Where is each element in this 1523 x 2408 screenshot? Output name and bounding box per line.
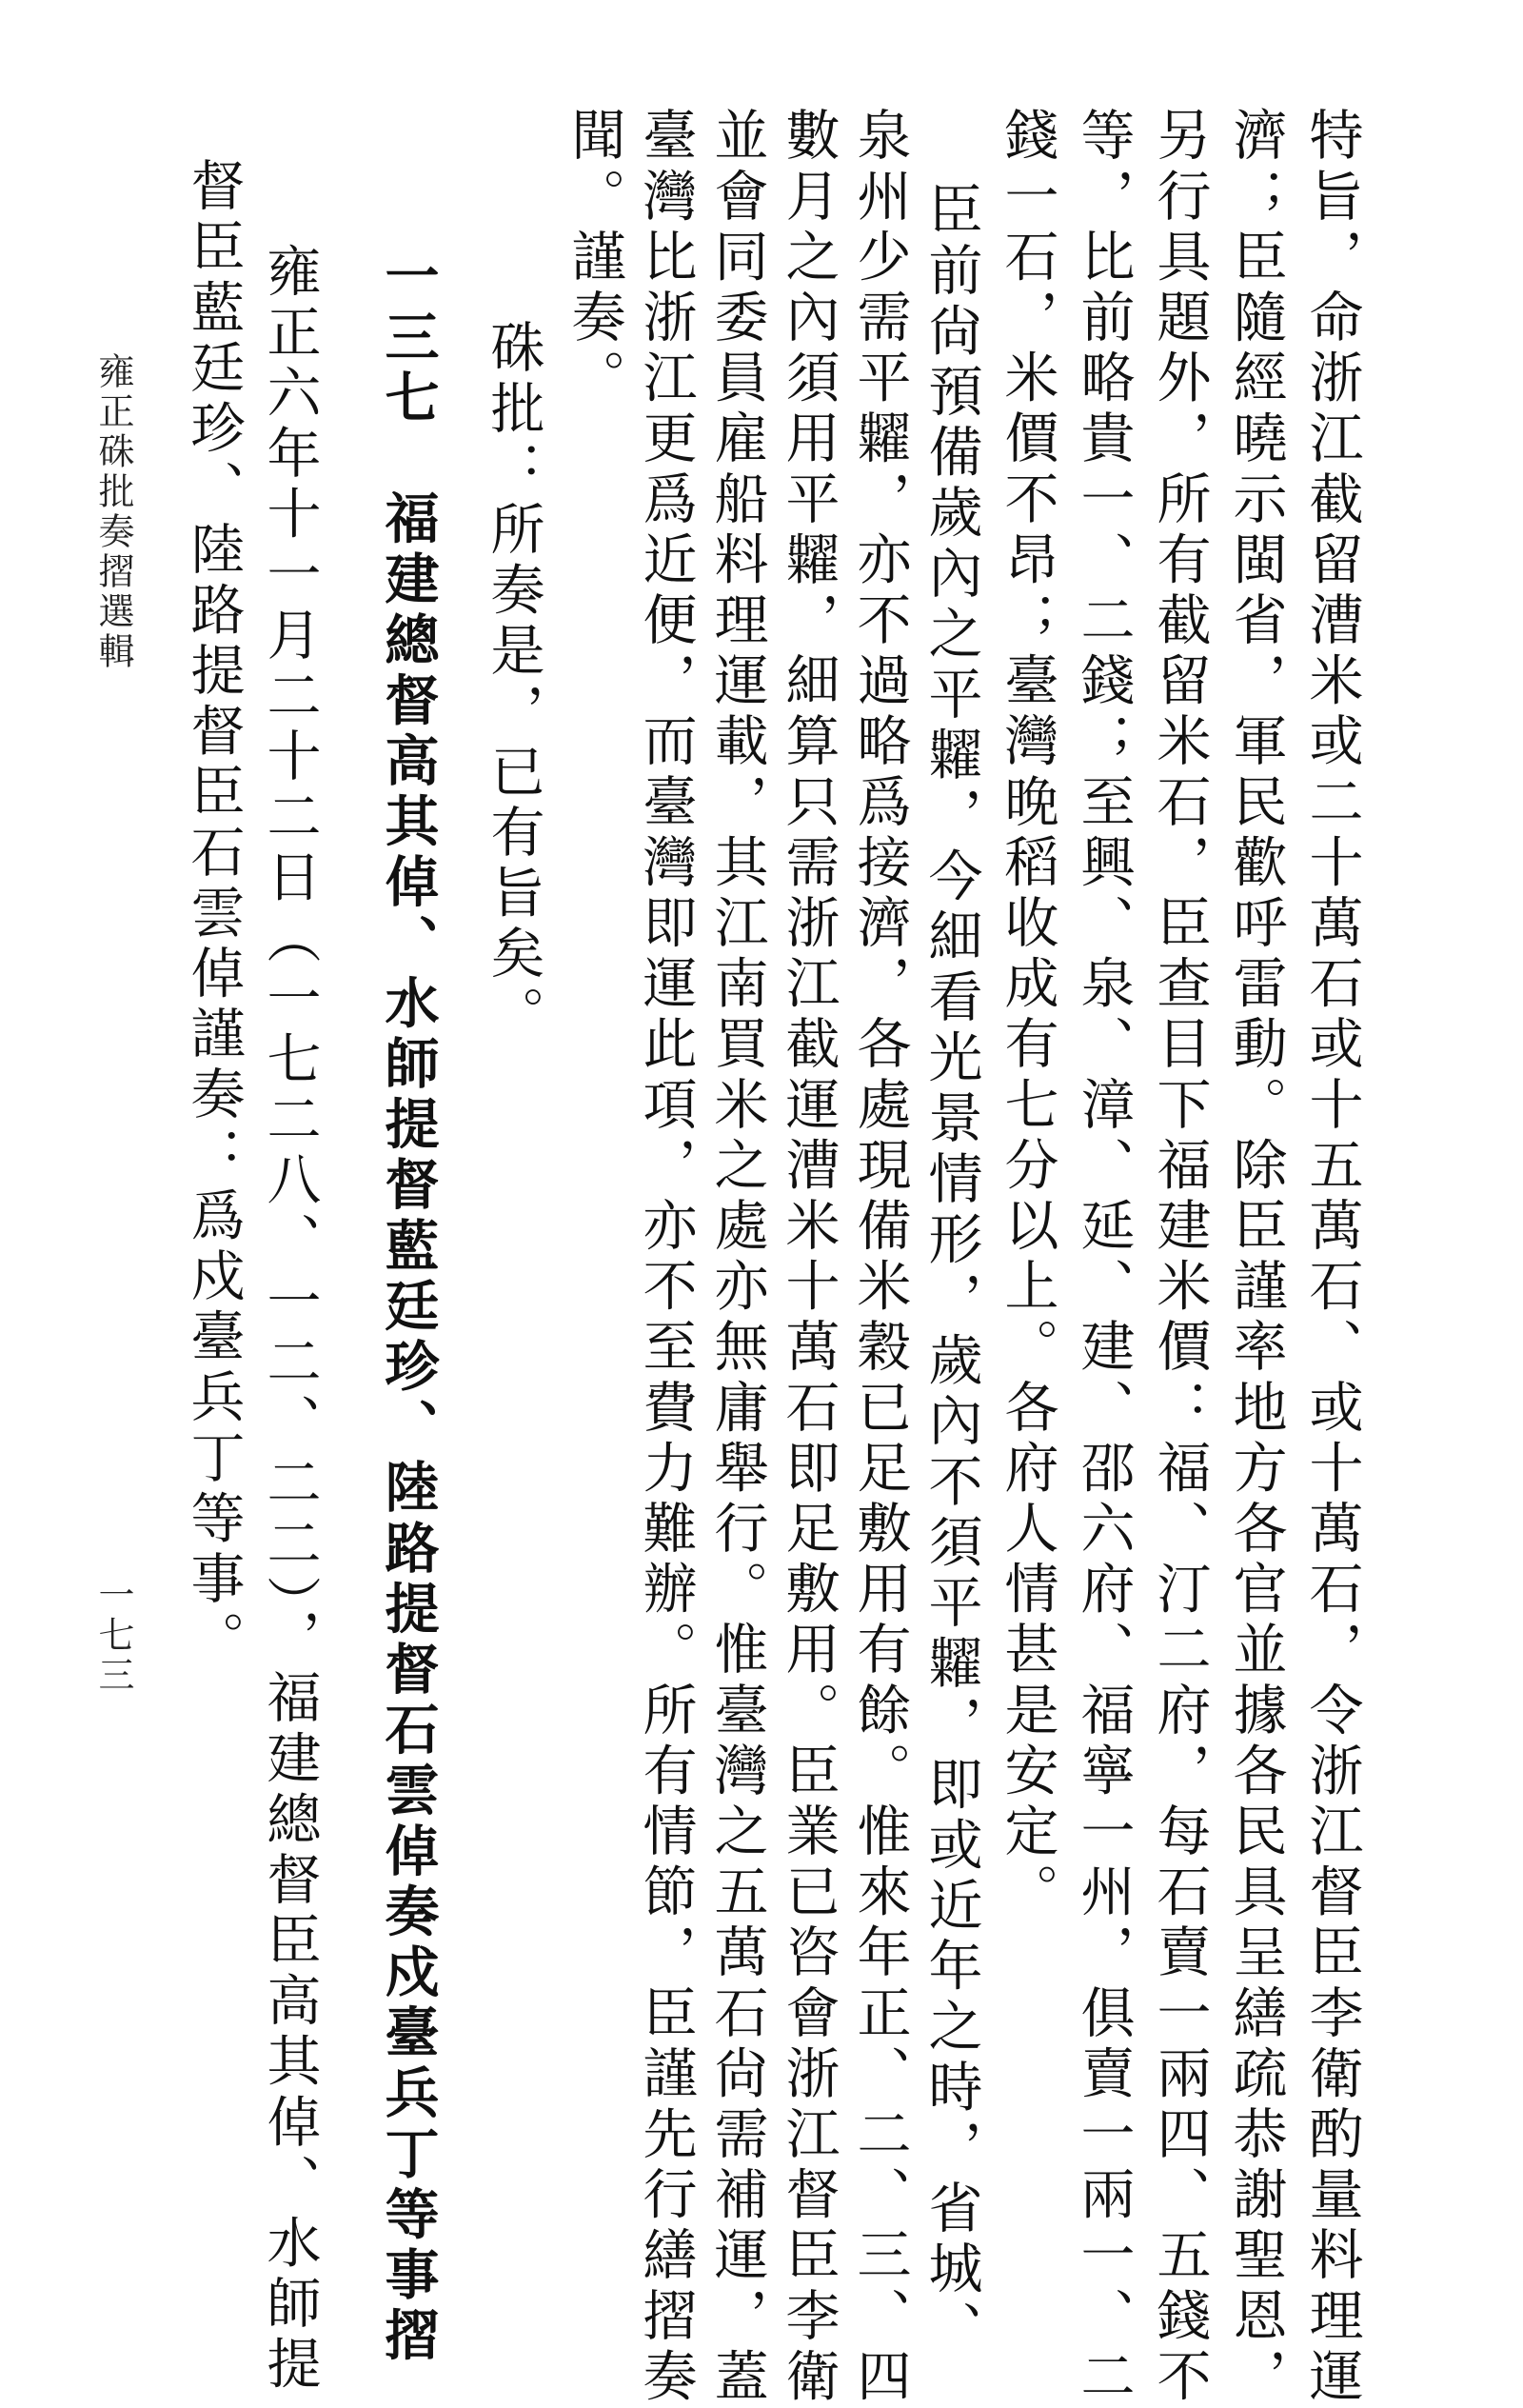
text-column-5: 錢一石，米價不昂；臺灣晚稻收成有七分以上。各府人情甚是安定。 [996, 107, 1058, 1923]
text-column-11: 聞。謹奏。 [563, 107, 625, 409]
text-column-9: 並會同委員雇船料理運載，其江南買米之處亦無庸舉行。惟臺灣之五萬石尙需補運，蓋 [705, 107, 768, 2408]
body-column-1: 雍正六年十一月二十二日（一七二八、一二、二二），福建總督臣高其倬、水師提 [258, 243, 321, 2397]
text-column-7: 泉州少需平糶，亦不過略爲接濟，各處現備米穀已足敷用有餘。惟來年正、二、三、四 [848, 107, 911, 2408]
text-column-4: 等，比前略貴一、二錢；至興、泉、漳、延、建、邵六府、福寧一州，俱賣一兩一、二 [1072, 107, 1135, 2408]
imperial-rescript: 硃批：所奏是，已有旨矣。 [482, 319, 544, 1046]
text-column-1: 特旨，命浙江截留漕米或二十萬石或十五萬石、或十萬石，令浙江督臣李衛酌量料理運 [1300, 107, 1363, 2408]
body-column-2: 督臣藍廷珍、陸路提督臣石雲倬謹奏：爲戍臺兵丁等事。 [182, 157, 245, 1671]
text-column-2: 濟；臣隨經曉示閩省，軍民歡呼雷動。除臣謹率地方各官並據各民具呈繕疏恭謝聖恩， [1224, 107, 1287, 2408]
text-column-6: 臣前尙預備歲內之平糶，今細看光景情形，歲內不須平糶，即或近年之時，省城、 [920, 181, 982, 2361]
text-column-3: 另行具題外，所有截留米石，臣查目下福建米價：福、汀二府，每石賣一兩四、五錢不 [1148, 107, 1211, 2408]
book-title: 雍正硃批奏摺選輯 [92, 352, 134, 672]
memorial-heading: 一三七 福建總督高其倬、水師提督藍廷珍、陸路提督石雲倬奏戍臺兵丁等事摺 [376, 248, 440, 2367]
page-number: 一七三 [92, 1576, 134, 1696]
text-column-8: 數月之內須用平糶，細算只需浙江截運漕米十萬石即足敷用。臣業已咨會浙江督臣李衛 [777, 107, 840, 2408]
text-column-10: 臺灣比浙江更爲近便，而臺灣即運此項，亦不至費力難辦。所有情節，臣謹先行繕摺奏 [634, 107, 697, 2408]
